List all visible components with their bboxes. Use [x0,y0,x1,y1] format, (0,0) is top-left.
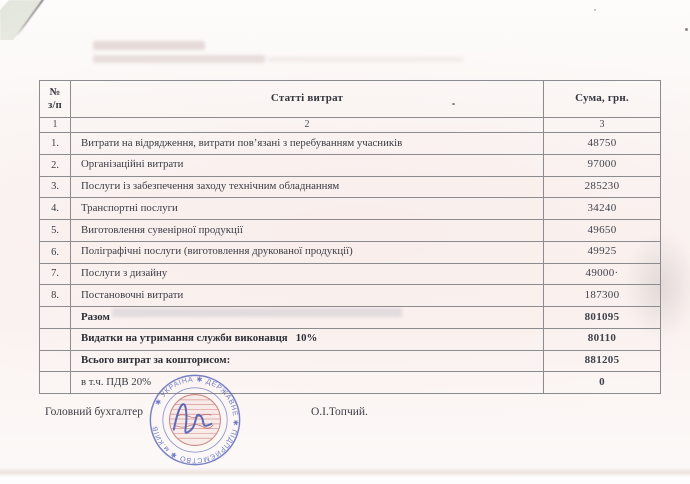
table-row [40,220,661,242]
row-sum: 48750 [544,133,661,155]
col-header-num-line2: з/п [48,100,62,111]
row-sum: 881205 [544,350,661,372]
row-number: 4. [40,198,71,220]
row-sum: 34240 [544,198,661,220]
row-label: Транспортні послуги [71,198,544,220]
table-row [40,285,661,307]
table-row [40,328,661,350]
row-label: Постановочні витрати [71,285,544,307]
row-sum: 80110 [544,328,661,350]
scan-speck [594,9,596,11]
row-sum: 49000· [544,263,661,285]
col-header-num [40,81,71,118]
table-row [40,198,661,220]
row-label: Виготовлення сувенірної продукції [71,220,544,242]
row-number: 5. [40,220,71,242]
table-body [40,133,661,394]
column-index-3: 3 [544,118,661,133]
row-sum: 187300 [544,285,661,307]
table-row [40,154,661,176]
column-index-1: 1 [40,118,71,133]
chief-accountant-label: Головний бухгалтер [45,406,143,418]
table-row [40,350,661,372]
row-number [40,372,71,394]
table-row [40,372,661,394]
row-sum: 97000 [544,154,661,176]
table-header-row [40,81,661,118]
col-header-items: Статті витрат [71,81,544,118]
seal-rim-text: ✱ УКРАЇНА ✱ ДЕРЖАВНЕ ✱ ПІДПРИЄМСТВО ✱ м.КИЇВ [151,375,240,465]
table-row [40,263,661,285]
col-header-num-line1: № [49,86,61,98]
row-label: Всього витрат за кошторисом: [71,350,544,372]
row-label: в т.ч. ПДВ 20% [71,372,544,394]
table-row [40,176,661,198]
table-row [40,133,661,155]
bleedthrough-artifact [268,57,463,62]
scan-speck [685,28,688,31]
row-label: Організаційні витрати [71,154,544,176]
row-number [40,307,71,329]
row-label: Послуги з дизайну [71,263,544,285]
table-row [40,241,661,263]
row-label: Витрати на відрядження, витрати пов’язані з перебуванням учасників [71,133,544,155]
page-bottom-shadow [0,467,690,477]
row-sum: 285230 [544,176,661,198]
col-header-sum: Сума, грн. [544,81,661,118]
row-sum: 49650 [544,220,661,242]
scanner-margin [0,477,690,484]
row-number: 6. [40,241,71,263]
row-number [40,350,71,372]
row-label: Послуги із забезпечення заходу технічним обладнанням [71,176,544,198]
signee-name: О.І.Топчий. [311,406,368,418]
row-label: Разом [71,307,544,329]
row-sum: 49925 [544,241,661,263]
bleedthrough-artifact [93,41,205,50]
row-number: 1. [40,133,71,155]
round-seal-stamp [146,372,244,468]
row-label: Видатки на утримання служби виконавця 10% [71,328,544,350]
column-index-2: 2 [71,118,544,133]
row-number [40,328,71,350]
row-number: 8. [40,285,71,307]
table-row [40,307,661,329]
row-sum: 0 [544,372,661,394]
row-label: Поліграфічні послуги (виготовлення друкованої продукції) [71,241,544,263]
row-number: 2. [40,154,71,176]
bleedthrough-artifact [93,55,265,63]
row-number: 7. [40,263,71,285]
row-number: 3. [40,176,71,198]
column-index-row [40,118,661,133]
expenses-table [39,80,661,394]
row-sum: 801095 [544,307,661,329]
